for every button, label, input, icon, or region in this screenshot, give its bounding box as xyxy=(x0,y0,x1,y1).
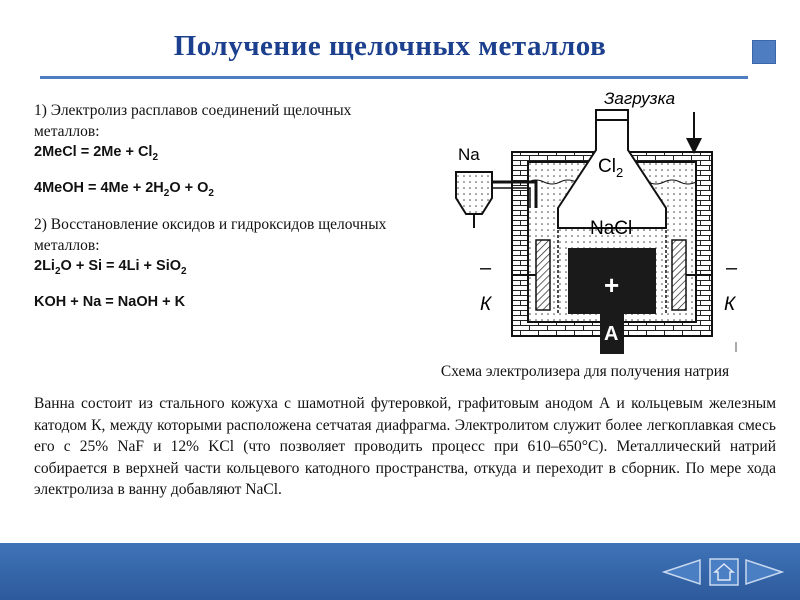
sodium-collector xyxy=(456,172,492,214)
methods-list xyxy=(34,100,414,313)
method-2-equation-1: $2Li_2O + Si = 4Li + SiO_2$ xyxy=(34,257,187,277)
nav-home-button[interactable] xyxy=(708,557,740,587)
nacl-label: NaCl xyxy=(590,218,633,239)
method-1-equation-1: 2MeCl = $2Me + Cl_2$ xyxy=(34,144,159,163)
slide-title: Получение щелочных металлов xyxy=(173,30,607,62)
electrolyzer-diagram-svg xyxy=(444,90,754,358)
corner-square-decoration xyxy=(752,40,776,64)
nav-prev-button[interactable] xyxy=(662,557,702,587)
method-2-text: 2) Восстановление оксидов и гидроксидов щелочных металлов: xyxy=(34,215,387,254)
anode-plus-label: + xyxy=(604,270,620,300)
method-1-equation-2: 4MeOH = $4Me + 2H_2O + O_2$ xyxy=(34,179,214,199)
cathode-k-left: К xyxy=(480,294,492,315)
cathode-minus-right: – xyxy=(726,257,738,279)
cathode-left xyxy=(536,240,550,310)
cathode-right xyxy=(672,240,686,310)
method-2-equation-2: KOH + Na = NaOH + K xyxy=(34,293,186,310)
arrow-left-icon xyxy=(662,557,702,587)
home-icon xyxy=(708,557,740,587)
title-underline xyxy=(40,76,748,79)
cathode-k-right: К xyxy=(724,294,736,315)
process-description: Ванна состоит из стального кожуха с шамотной футеровкой, графитовым анодом А и кольцевым железным катодом К, между которыми расположена сетчатая диафрагма. Электролитом служит более легкоплавкая смесь его с 25% NaF и 12% KCl (что позволяет проводить процесс при 610–650°C). Металлический натрий собирается в верхней части кольцевого катодного пространства, откуда и переходит в сборник. По мере хода электролиза в ванну добавляют NaCl. xyxy=(34,395,776,498)
method-1-text: 1) Электролиз расплавов соединений щелочных металлов: xyxy=(34,102,352,140)
cathode-minus-left: – xyxy=(480,257,492,279)
nav-next-button[interactable] xyxy=(744,557,784,587)
diagram-caption: Схема электролизера для получения натрия xyxy=(440,363,730,380)
chlorine-label: $Cl_2$ xyxy=(598,156,624,180)
load-label: Загрузка xyxy=(604,90,676,108)
anode-label: A xyxy=(604,323,619,345)
arrow-right-icon xyxy=(744,557,784,587)
sodium-label: Na xyxy=(458,145,480,164)
electrolyzer-diagram xyxy=(444,90,754,358)
